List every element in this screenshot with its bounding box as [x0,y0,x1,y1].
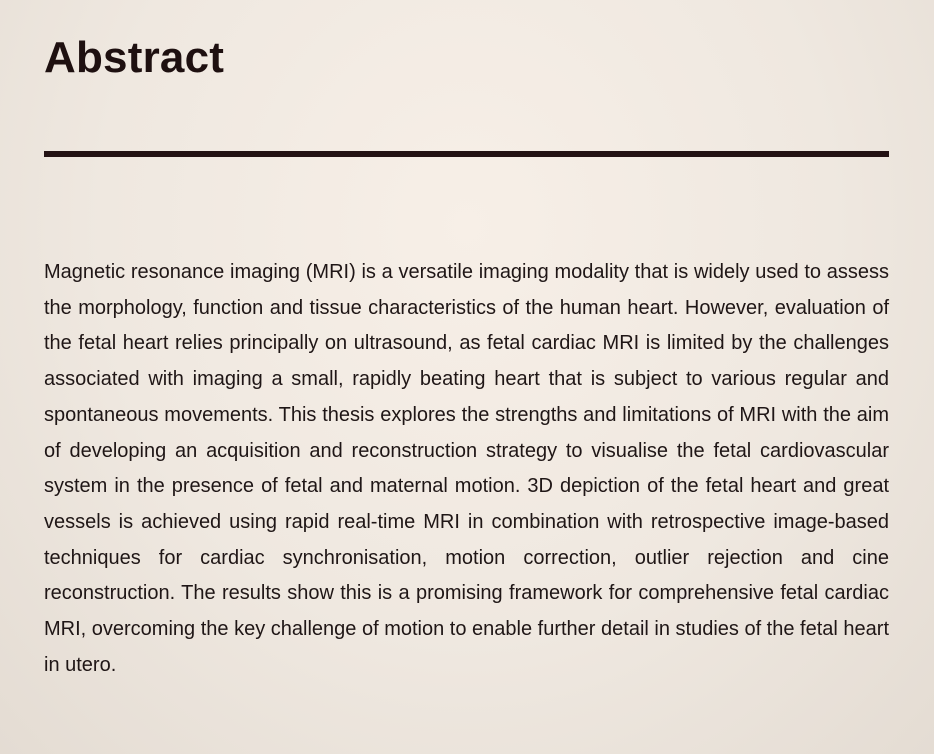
heading-divider [44,151,889,157]
abstract-paragraph: Magnetic resonance imaging (MRI) is a versatile imaging modality that is widely used to assess the morphology, function and tissue characteristics of the human heart. However, evaluation of the fetal heart relies principally on ultrasound, as fetal cardiac MRI is limited by the challenges associated with imaging a small, rapidly beating heart that is subject to various regular and spontaneous movements. This thesis explores the strengths and limitations of MRI with the aim of developing an acquisition and reconstruction strategy to visualise the fetal cardiovascular system in the presence of fetal and maternal motion. 3D depiction of the fetal heart and great vessels is achieved using rapid real-time MRI in combination with retrospective image-based techniques for cardiac synchronisation, motion correction, outlier rejection and cine reconstruction. The results show this is a promising framework for comprehensive fetal cardiac MRI, overcoming the key challenge of motion to enable further detail in studies of the fetal heart in utero. [44,261,889,676]
page-title: Abstract [44,33,225,82]
